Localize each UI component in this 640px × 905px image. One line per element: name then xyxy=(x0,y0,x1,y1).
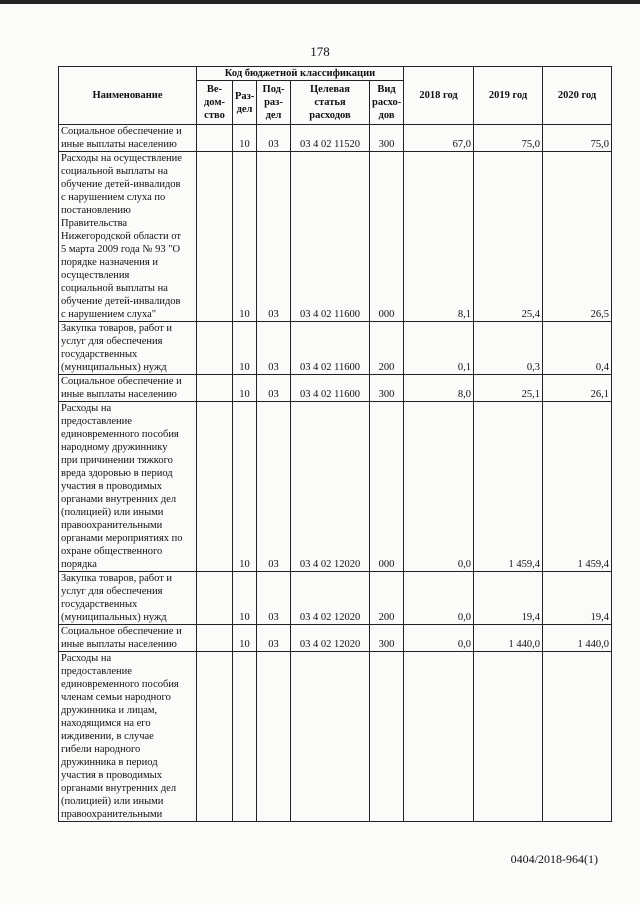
header-2018: 2018 год xyxy=(404,67,474,125)
table-row xyxy=(59,572,612,625)
scan-top-edge xyxy=(0,0,640,4)
row-name: Социальное обеспечение и иные выплаты населению xyxy=(59,625,197,652)
header-razdel: Раз- дел xyxy=(233,81,257,125)
row-value-2018 xyxy=(404,652,474,822)
row-expense-type: 000 xyxy=(370,152,404,322)
row-target-article: 03 4 02 11600 xyxy=(291,152,370,322)
table-row xyxy=(59,375,612,402)
row-razdel xyxy=(233,652,257,822)
row-value-2018: 0,0 xyxy=(404,625,474,652)
budget-table xyxy=(58,66,612,822)
row-podrazdel: 03 xyxy=(257,125,291,152)
row-value-2020: 1 459,4 xyxy=(543,402,612,572)
row-value-2020: 26,5 xyxy=(543,152,612,322)
row-expense-type: 000 xyxy=(370,402,404,572)
page-number: 178 xyxy=(310,44,330,59)
row-value-2020: 0,4 xyxy=(543,322,612,375)
row-value-2019: 1 459,4 xyxy=(474,402,543,572)
row-expense-type xyxy=(370,652,404,822)
row-name: Закупка товаров, работ и услуг для обеспечения государственных (муниципальных) нужд xyxy=(59,572,197,625)
row-podrazdel xyxy=(257,652,291,822)
row-razdel: 10 xyxy=(233,322,257,375)
row-target-article: 03 4 02 12020 xyxy=(291,402,370,572)
header-target-article: Целевая статья расходов xyxy=(291,81,370,125)
row-razdel: 10 xyxy=(233,152,257,322)
row-vedomstvo xyxy=(197,152,233,322)
row-podrazdel: 03 xyxy=(257,572,291,625)
header-classification-group: Код бюджетной классификации xyxy=(197,67,404,81)
header-vedomstvo: Ве- дом- ство xyxy=(197,81,233,125)
table-row xyxy=(59,652,612,822)
row-name: Расходы на предоставление единовременного пособия народному дружиннику при причинении тяжкого вреда здоровью в период участия в проводимых органами внутренних дел (полицией) или иными правоохранительными органами мероприятиях по охране общественного порядка xyxy=(59,402,197,572)
row-vedomstvo xyxy=(197,375,233,402)
row-podrazdel: 03 xyxy=(257,375,291,402)
row-value-2019: 25,4 xyxy=(474,152,543,322)
row-value-2020 xyxy=(543,652,612,822)
row-expense-type: 200 xyxy=(370,322,404,375)
row-value-2018: 0,0 xyxy=(404,572,474,625)
header-expense-type: Вид расхо- дов xyxy=(370,81,404,125)
row-value-2020: 26,1 xyxy=(543,375,612,402)
row-expense-type: 200 xyxy=(370,572,404,625)
header-2019: 2019 год xyxy=(474,67,543,125)
row-podrazdel: 03 xyxy=(257,625,291,652)
row-value-2018: 8,0 xyxy=(404,375,474,402)
row-name: Расходы на осуществление социальной выплаты на обучение детей-инвалидов с нарушением слуха по постановлению Правительства Нижегородской области от 5 марта 2009 года № 93 "О порядке назначения и осуществления социальной выплаты на обучение детей-инвалидов с нарушением слуха" xyxy=(59,152,197,322)
table-row xyxy=(59,625,612,652)
header-podrazdel: Под- раз- дел xyxy=(257,81,291,125)
row-razdel: 10 xyxy=(233,125,257,152)
row-value-2019: 1 440,0 xyxy=(474,625,543,652)
row-expense-type: 300 xyxy=(370,125,404,152)
header-2020: 2020 год xyxy=(543,67,612,125)
row-target-article: 03 4 02 12020 xyxy=(291,572,370,625)
document-code: 0404/2018-964(1) xyxy=(510,852,598,866)
row-value-2019: 19,4 xyxy=(474,572,543,625)
row-value-2018: 0,1 xyxy=(404,322,474,375)
row-expense-type: 300 xyxy=(370,625,404,652)
table-row xyxy=(59,402,612,572)
row-vedomstvo xyxy=(197,652,233,822)
row-podrazdel: 03 xyxy=(257,402,291,572)
row-target-article xyxy=(291,652,370,822)
row-vedomstvo xyxy=(197,625,233,652)
row-name: Социальное обеспечение и иные выплаты населению xyxy=(59,375,197,402)
row-value-2019: 75,0 xyxy=(474,125,543,152)
row-vedomstvo xyxy=(197,125,233,152)
row-value-2019 xyxy=(474,652,543,822)
table-row xyxy=(59,125,612,152)
row-razdel: 10 xyxy=(233,572,257,625)
row-target-article: 03 4 02 11520 xyxy=(291,125,370,152)
row-vedomstvo xyxy=(197,572,233,625)
row-value-2019: 0,3 xyxy=(474,322,543,375)
row-target-article: 03 4 02 11600 xyxy=(291,375,370,402)
row-target-article: 03 4 02 11600 xyxy=(291,322,370,375)
row-vedomstvo xyxy=(197,402,233,572)
row-value-2020: 19,4 xyxy=(543,572,612,625)
table-row xyxy=(59,152,612,322)
table-row xyxy=(59,322,612,375)
row-target-article: 03 4 02 12020 xyxy=(291,625,370,652)
header-name: Наименование xyxy=(59,67,197,125)
row-value-2018: 8,1 xyxy=(404,152,474,322)
row-vedomstvo xyxy=(197,322,233,375)
row-value-2018: 67,0 xyxy=(404,125,474,152)
row-value-2020: 1 440,0 xyxy=(543,625,612,652)
row-razdel: 10 xyxy=(233,402,257,572)
row-razdel: 10 xyxy=(233,375,257,402)
row-expense-type: 300 xyxy=(370,375,404,402)
row-name: Расходы на предоставление единовременного пособия членам семьи народного дружинника и лицам, находящимся на его иждивении, в случае гибели народного дружинника в период участия в проводимых органами внутренних дел (полицией) или иными правоохранительными xyxy=(59,652,197,822)
row-value-2018: 0,0 xyxy=(404,402,474,572)
row-name: Закупка товаров, работ и услуг для обеспечения государственных (муниципальных) нужд xyxy=(59,322,197,375)
row-name: Социальное обеспечение и иные выплаты населению xyxy=(59,125,197,152)
row-podrazdel: 03 xyxy=(257,322,291,375)
row-razdel: 10 xyxy=(233,625,257,652)
row-value-2020: 75,0 xyxy=(543,125,612,152)
row-value-2019: 25,1 xyxy=(474,375,543,402)
row-podrazdel: 03 xyxy=(257,152,291,322)
